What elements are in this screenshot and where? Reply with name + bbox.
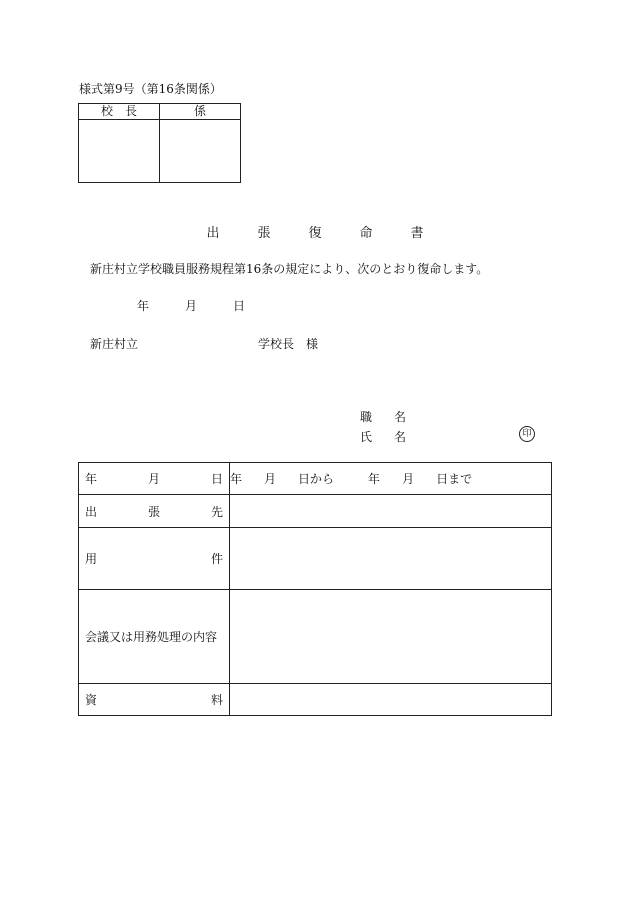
document-title xyxy=(0,222,630,241)
addressee-prefix: 新庄村立 xyxy=(90,337,139,351)
purpose-field[interactable] xyxy=(230,528,552,590)
content-label-cell: 会議又は用務処理の内容 xyxy=(79,590,230,684)
label-char: 先 xyxy=(210,504,223,519)
name-label xyxy=(360,428,406,445)
content-field[interactable] xyxy=(230,590,552,684)
date-year: 年 xyxy=(137,299,150,313)
addressee-recipient: 学校長 様 xyxy=(258,337,319,351)
title-char: 命 xyxy=(359,226,373,241)
label-char: 出 xyxy=(85,504,98,519)
label-char: 用 xyxy=(85,552,98,566)
position-label-char: 名 xyxy=(394,410,407,424)
destination-label-cell xyxy=(79,495,230,528)
principal-stamp-box[interactable] xyxy=(79,120,160,183)
table-row xyxy=(79,463,552,495)
label-char: 張 xyxy=(147,504,160,519)
label-char: 日 xyxy=(210,472,223,486)
materials-label-cell xyxy=(79,684,230,716)
date-day: 日 xyxy=(233,299,246,313)
form-number: 様式第9号（第16条関係） xyxy=(79,82,222,96)
destination-field[interactable] xyxy=(230,495,552,528)
addressee xyxy=(90,335,318,352)
position-label-char: 職 xyxy=(360,410,373,424)
report-date[interactable] xyxy=(137,297,245,314)
period-cell[interactable] xyxy=(230,463,552,495)
table-row xyxy=(79,495,552,528)
statement-text: 新庄村立学校職員服務規程第16条の規定により、次のとおり復命します。 xyxy=(90,262,489,276)
to-day: 日まで xyxy=(436,472,473,486)
table-row xyxy=(79,684,552,716)
report-table xyxy=(78,462,552,716)
approval-stamp-table xyxy=(78,103,241,183)
label-char: 年 xyxy=(85,472,98,486)
from-year: 年 xyxy=(230,472,243,486)
clerk-header: 係 xyxy=(160,104,241,120)
label-char: 月 xyxy=(147,472,160,486)
table-row xyxy=(79,590,552,684)
title-char: 復 xyxy=(308,226,322,241)
to-year: 年 xyxy=(368,472,381,486)
name-label-char: 氏 xyxy=(360,430,373,444)
principal-header: 校 長 xyxy=(79,104,160,120)
title-char: 出 xyxy=(206,226,220,241)
title-char: 張 xyxy=(257,226,271,241)
to-month: 月 xyxy=(402,472,415,486)
label-char: 料 xyxy=(210,693,223,707)
position-label xyxy=(360,408,406,425)
date-label-cell xyxy=(79,463,230,495)
title-char: 書 xyxy=(410,226,424,241)
date-month: 月 xyxy=(185,299,198,313)
purpose-label-cell xyxy=(79,528,230,590)
from-month: 月 xyxy=(264,472,277,486)
name-label-char: 名 xyxy=(394,430,407,444)
clerk-stamp-box[interactable] xyxy=(160,120,241,183)
table-row xyxy=(79,528,552,590)
label-char: 資 xyxy=(85,693,98,707)
label-char: 件 xyxy=(210,552,223,566)
seal-icon: 印 xyxy=(519,426,535,442)
from-day: 日から xyxy=(298,472,335,486)
materials-field[interactable] xyxy=(230,684,552,716)
